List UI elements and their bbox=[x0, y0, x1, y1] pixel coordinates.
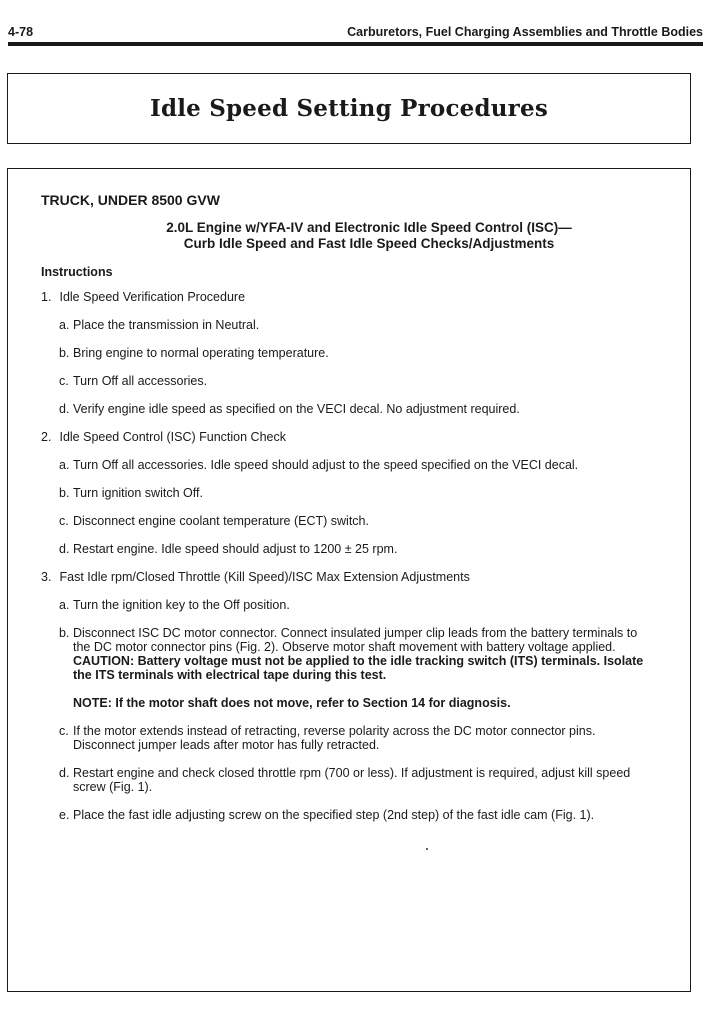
step-1 bbox=[41, 290, 656, 304]
item-text: Disconnect engine coolant temperature (ECT) switch. bbox=[73, 514, 369, 528]
item-text: Bring engine to normal operating temperature. bbox=[73, 346, 329, 360]
step-3d bbox=[59, 766, 656, 794]
caution-text: CAUTION: Battery voltage must not be applied to the idle tracking switch (ITS) terminals. Isolate the ITS terminals with electrical tape during this test. bbox=[73, 654, 644, 682]
item-text: Verify engine idle speed as specified on the VECI decal. No adjustment required. bbox=[73, 402, 520, 416]
step-2c bbox=[59, 514, 656, 528]
item-label: a. bbox=[59, 318, 70, 332]
item-text: Place the transmission in Neutral. bbox=[73, 318, 260, 332]
step-3a bbox=[59, 598, 656, 612]
item-text: Restart engine and check closed throttle rpm (700 or less). If adjustment is required, adjust kill speed screw (Fig. 1). bbox=[73, 766, 631, 794]
step-title: Idle Speed Control (ISC) Function Check bbox=[59, 430, 286, 444]
item-label: d. bbox=[59, 402, 70, 416]
step-1c bbox=[59, 374, 656, 388]
title-box bbox=[7, 73, 691, 144]
step-number: 1. bbox=[41, 290, 52, 304]
step-title: Idle Speed Verification Procedure bbox=[59, 290, 246, 304]
header-rule bbox=[8, 42, 703, 46]
item-label: a. bbox=[59, 458, 70, 472]
step-2 bbox=[41, 430, 656, 444]
item-label: c. bbox=[59, 724, 69, 738]
step-2a bbox=[59, 458, 656, 472]
step-1b bbox=[59, 346, 656, 360]
item-label: b. bbox=[59, 486, 70, 500]
page-title: Idle Speed Setting Procedures bbox=[149, 95, 548, 122]
item-label: d. bbox=[59, 766, 70, 780]
item-text: Turn Off all accessories. bbox=[73, 374, 208, 388]
item-label: b. bbox=[59, 626, 70, 640]
step-3c bbox=[59, 724, 656, 752]
section-title: TRUCK, UNDER 8500 GVW bbox=[41, 192, 220, 208]
step-3 bbox=[41, 570, 656, 584]
item-body: Disconnect ISC DC motor connector. Connect insulated jumper clip leads from the battery terminals to the DC motor connector pins (Fig. 2). Observe motor shaft movement with battery voltage applied. bbox=[73, 626, 638, 654]
chapter-title: Carburetors, Fuel Charging Assemblies and Throttle Bodies bbox=[347, 25, 703, 39]
subtitle-line-2: Curb Idle Speed and Fast Idle Speed Checks/Adjustments bbox=[183, 236, 555, 251]
page-header bbox=[8, 22, 703, 42]
item-text: Turn Off all accessories. Idle speed should adjust to the speed specified on the VECI decal. bbox=[73, 458, 579, 472]
step-title: Fast Idle rpm/Closed Throttle (Kill Speed)/ISC Max Extension Adjustments bbox=[59, 570, 470, 584]
step-3b bbox=[59, 626, 656, 682]
item-text: Place the fast idle adjusting screw on the specified step (2nd step) of the fast idle cam (Fig. 1). bbox=[73, 808, 595, 822]
item-text: If the motor extends instead of retracting, reverse polarity across the DC motor connector pins. Disconnect jumper leads after motor has fully retracted. bbox=[73, 724, 596, 752]
item-label: d. bbox=[59, 542, 70, 556]
item-label: b. bbox=[59, 346, 70, 360]
step-3e bbox=[59, 808, 656, 822]
step-1a bbox=[59, 318, 656, 332]
item-text: Turn the ignition key to the Off position. bbox=[73, 598, 290, 612]
item-label: e. bbox=[59, 808, 70, 822]
step-number: 2. bbox=[41, 430, 52, 444]
item-text bbox=[73, 626, 656, 682]
item-text: Turn ignition switch Off. bbox=[73, 486, 203, 500]
subtitle-line-1: 2.0L Engine w/YFA-IV and Electronic Idle Speed Control (ISC)— bbox=[166, 220, 572, 235]
step-number: 3. bbox=[41, 570, 52, 584]
procedure-box bbox=[7, 168, 691, 992]
page-number: 4-78 bbox=[8, 25, 34, 39]
item-label: c. bbox=[59, 514, 69, 528]
step-1d bbox=[59, 402, 656, 416]
step-2b bbox=[59, 486, 656, 500]
item-label: c. bbox=[59, 374, 69, 388]
instructions-label: Instructions bbox=[41, 265, 113, 279]
steps-list bbox=[41, 290, 656, 836]
stray-mark bbox=[426, 848, 428, 850]
step-2d bbox=[59, 542, 656, 556]
item-text: Restart engine. Idle speed should adjust to 1200 ± 25 rpm. bbox=[73, 542, 398, 556]
section-subtitle bbox=[8, 220, 690, 252]
note-text: NOTE: If the motor shaft does not move, refer to Section 14 for diagnosis. bbox=[73, 696, 511, 710]
item-label: a. bbox=[59, 598, 70, 612]
